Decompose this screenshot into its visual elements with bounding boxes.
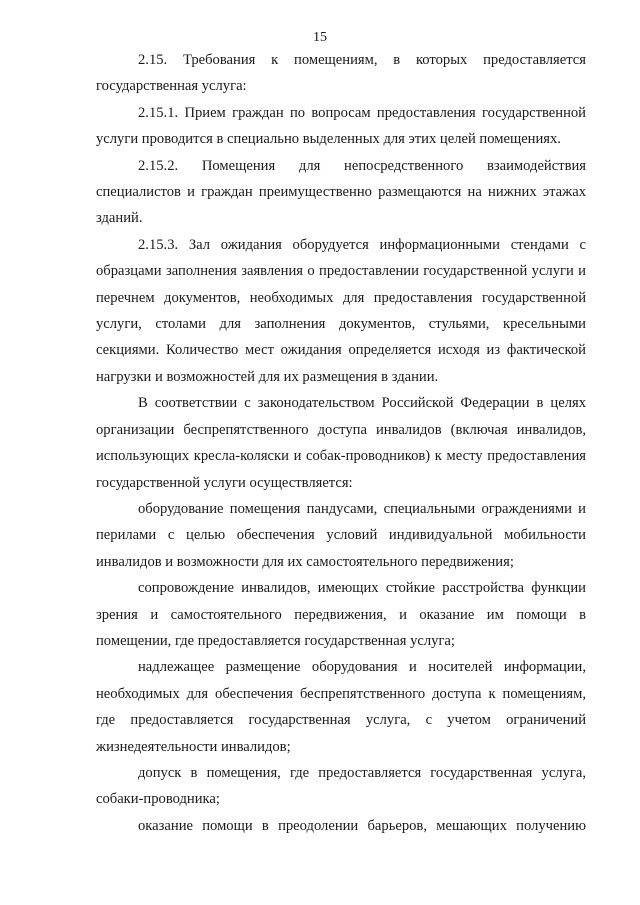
list-item-escort: сопровождение инвалидов, имеющих стойкие расстройства функции зрения и самостоятельного передвижения, и оказание им помощи в помещении, где предоставляется государственная услуга; [96, 580, 586, 649]
paragraph-accessibility-intro: В соответствии с законодательством Российской Федерации в целях организации беспрепятственного доступа инвалидов (включая инвалидов, использующих кресла-коляски и собак-проводников) к месту предоставления государственной услуги осуществляется: [96, 395, 586, 491]
list-item-barrier-assistance: оказание помощи в преодолении барьеров, мешающих получению [138, 817, 586, 834]
list-item-guide-dog: допуск в помещения, где предоставляется государственная услуга, собаки-проводника; [96, 764, 586, 808]
document-body [96, 47, 586, 839]
paragraph-2-15-3: 2.15.3. Зал ожидания оборудуется информационными стендами с образцами заполнения заявления о предоставлении государственной услуги и перечнем документов, необходимых для предоставления государственной услуги, столами для заполнения документов, стульями, кресельными секциями. Количество мест ожидания определяется исходя из фактической нагрузки и возможностей для их размещения в здании. [96, 236, 586, 385]
paragraph-2-15-2: 2.15.2. Помещения для непосредственного взаимодействия специалистов и граждан преимущественно размещаются на нижних этажах зданий. [96, 157, 586, 227]
list-item-equipment-placement: надлежащее размещение оборудования и носителей информации, необходимых для обеспечения беспрепятственного доступа к помещениям, где предоставляется государственная услуга, с учетом ограничений жизнедеятельности инвалидов; [96, 659, 586, 755]
paragraph-2-15: 2.15. Требования к помещениям, в которых предоставляется государственная услуга: [96, 52, 586, 95]
list-item-ramps: оборудование помещения пандусами, специальными ограждениями и перилами с целью обеспечения условий индивидуальной мобильности инвалидов и возможности для их самостоятельного передвижения; [96, 500, 586, 570]
paragraph-2-15-1: 2.15.1. Прием граждан по вопросам предоставления государственной услуги проводится в специально выделенных для этих целей помещениях. [96, 104, 586, 148]
page-number: 15 [313, 30, 327, 45]
